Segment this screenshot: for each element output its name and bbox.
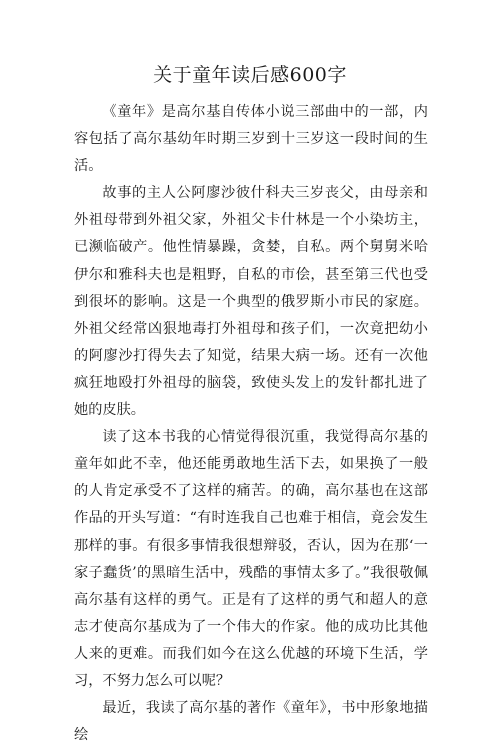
- paragraph: 最近，我读了高尔基的著作《童年》，书中形象地描绘: [74, 700, 428, 744]
- document-title: 关于童年读后感600字: [153, 64, 347, 86]
- paragraph: 读了这本书我的心情觉得很沉重，我觉得高尔基的童年如此不幸，他还能勇敢地生活下去，如果换了一般的人肯定承受不了这样的痛苦。的确，高尔基也在这部作品的开头写道：“有时连我自己也难于相信，竟会发生那样的事。有很多事情我很想辩驳，否认，因为在那‘一家子蠢货’的黑暗生活中，残酷的事情太多了。”我很敬佩高尔基有这样的勇气。正是有了这样的勇气和超人的意志才使高尔基成为了一个伟大的作家。他的成功比其他人来的更难。而我们如今在这么优越的环境下生活，学习，不努力怎么可以呢？: [74, 429, 428, 689]
- document-body: [74, 99, 428, 749]
- paragraph: 《童年》是高尔基自传体小说三部曲中的一部，内容包括了高尔基幼年时期三岁到十三岁这一段时间的生活。: [74, 104, 428, 175]
- paragraph: 故事的主人公阿廖沙彼什科夫三岁丧父，由母亲和外祖母带到外祖父家，外祖父卡什林是一个小染坊主，已濒临破产。他性情暴躁，贪婪，自私。两个舅舅米哈伊尔和雅科夫也是粗野，自私的市侩，甚至第三代也受到很坏的影响。这是一个典型的俄罗斯小市民的家庭。外祖父经常凶狠地毒打外祖母和孩子们，一次竟把幼小的阿廖沙打得失去了知觉，结果大病一场。还有一次他疯狂地殴打外祖母的脑袋，致使头发上的发针都扎进了她的皮肤。: [74, 185, 428, 419]
